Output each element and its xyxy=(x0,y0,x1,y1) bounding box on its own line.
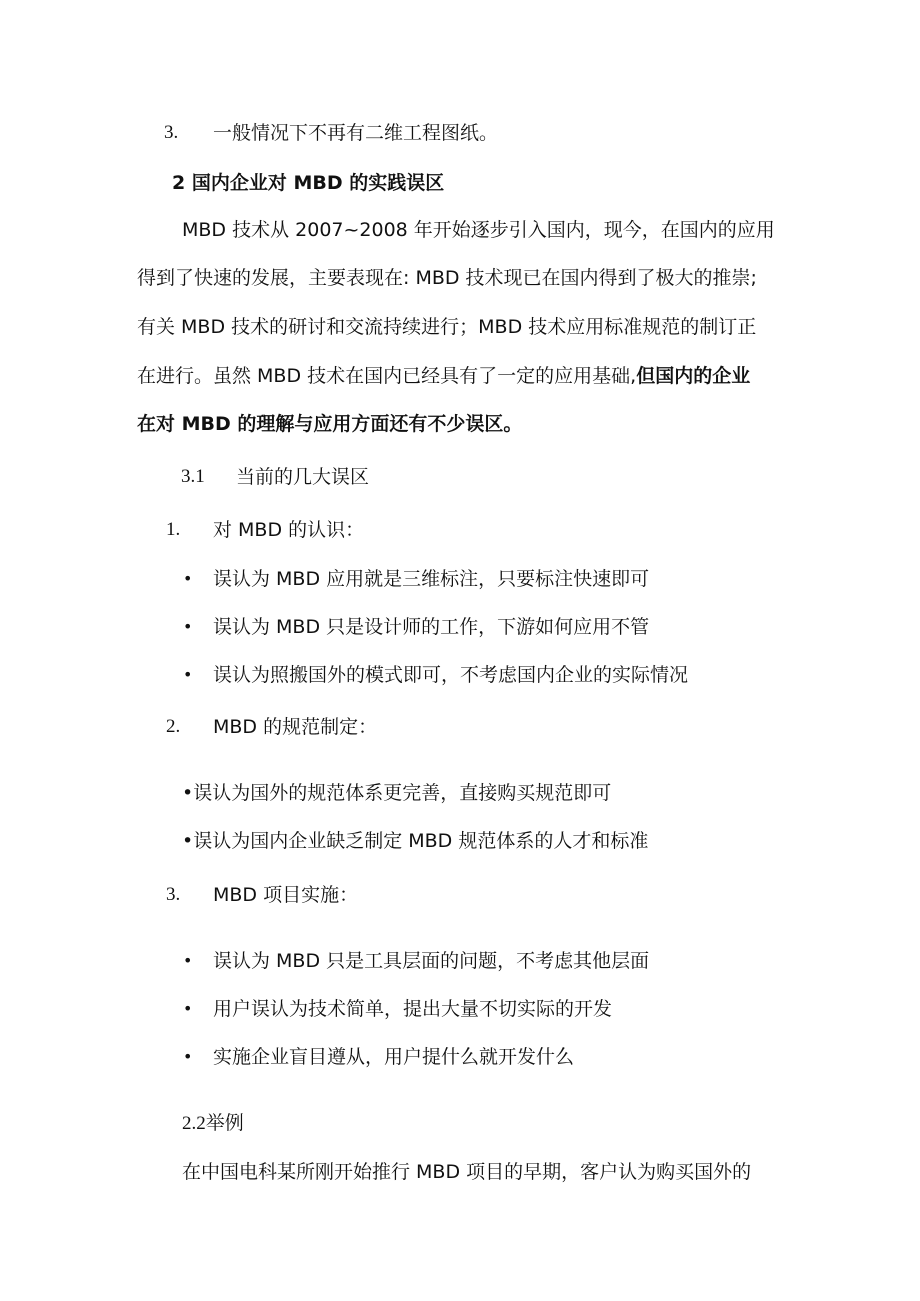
bullet-marker: • xyxy=(183,569,193,588)
list-number: 2. xyxy=(166,716,181,737)
paragraph-line: MBD 技术从 2007~2008 年开始逐步引入国内，现今，在国内的应用 xyxy=(182,219,775,241)
list-number: 3. xyxy=(166,884,181,905)
list-title: MBD 的规范制定： xyxy=(213,716,378,738)
subsection-title: 举例 xyxy=(205,1112,244,1134)
bullet-item: 误认为 MBD 只是工具层面的问题，不考虑其他层面 xyxy=(213,950,650,972)
bullet-marker: • xyxy=(183,1047,193,1066)
bullet-item: •误认为国内企业缺乏制定 MBD 规范体系的人才和标准 xyxy=(182,830,649,852)
paragraph-line: 有关 MBD 技术的研讨和交流持续进行；MBD 技术应用标准规范的制订正 xyxy=(137,316,757,338)
bullet-marker: • xyxy=(183,617,193,636)
list-title: MBD 项目实施： xyxy=(213,884,359,906)
section-title: 2 国内企业对 MBD 的实践误区 xyxy=(172,172,445,194)
list-number: 3. xyxy=(164,122,179,143)
paragraph-line: 得到了快速的发展，主要表现在: MBD 技术现已在国内得到了极大的推崇; xyxy=(137,267,757,289)
list-title: 对 MBD 的认识： xyxy=(213,519,365,541)
subsection-number: 3.1 xyxy=(181,466,205,487)
bullet-item: 实施企业盲目遵从，用户提什么就开发什么 xyxy=(213,1046,575,1068)
paragraph-text: 在进行。虽然 MBD 技术在国内已经具有了一定的应用基础, xyxy=(137,365,637,387)
bullet-marker: • xyxy=(183,951,193,970)
paragraph-bold-line: 在对 MBD 的理解与应用方面还有不少误区。 xyxy=(137,413,523,435)
bullet-item: 用户误认为技术简单，提出大量不切实际的开发 xyxy=(213,998,613,1020)
bullet-item: 误认为照搬国外的模式即可，不考虑国内企业的实际情况 xyxy=(213,664,689,686)
list-number: 1. xyxy=(166,519,181,540)
bullet-item: 误认为 MBD 应用就是三维标注，只要标注快速即可 xyxy=(213,568,650,590)
bullet-item: 误认为 MBD 只是设计师的工作，下游如何应用不管 xyxy=(213,616,650,638)
subsection-number: 2.2 xyxy=(182,1113,206,1134)
subsection-title: 当前的几大误区 xyxy=(236,466,370,488)
paragraph-line: 在中国电科某所刚开始推行 MBD 项目的早期，客户认为购买国外的 xyxy=(182,1161,752,1183)
bullet-marker: • xyxy=(183,665,193,684)
bullet-marker: • xyxy=(183,999,193,1018)
list-item-text: 一般情况下不再有二维工程图纸。 xyxy=(213,122,499,144)
bullet-item: •误认为国外的规范体系更完善，直接购买规范即可 xyxy=(182,782,612,804)
paragraph-line xyxy=(137,363,750,389)
subsection-heading xyxy=(182,1110,244,1137)
paragraph-bold-text: 但国内的企业 xyxy=(636,365,751,387)
